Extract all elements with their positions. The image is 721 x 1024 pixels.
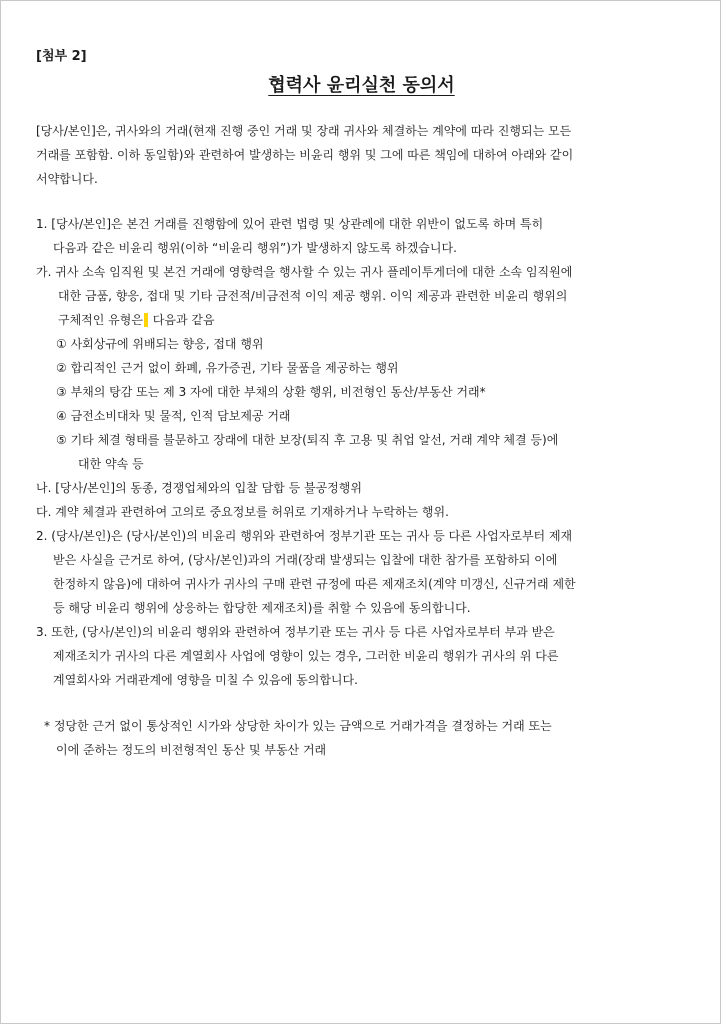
- subitem-1: ① 사회상규에 위배되는 향응, 접대 행위: [56, 337, 264, 351]
- clause3-line: 계열회사와 거래관계에 영향을 미칠 수 있음에 동의합니다.: [53, 673, 358, 687]
- subitem-5: ⑤ 기타 체결 형태를 불문하고 장래에 대한 보장(퇴직 후 고용 및 취업 알선, 거래 계약 체결 등)에: [56, 433, 559, 447]
- clause1-line: 1. [당사/본인]은 본건 거래를 진행함에 있어 관련 법령 및 상관례에 대한 위반이 없도록 하며 특히: [36, 217, 544, 231]
- title-text: 협력사 윤리실천 동의서: [268, 75, 455, 96]
- item-ga-line: 가. 귀사 소속 임직원 및 본건 거래에 영향력을 행사할 수 있는 귀사 플레이투게더에 대한 소속 임직원에: [36, 265, 573, 279]
- item-ga-line: [58, 312, 215, 328]
- intro-line: [당사/본인]은, 귀사와의 거래(현재 진행 중인 거래 및 장래 귀사와 체결하는 계약에 따라 진행되는 모든: [36, 124, 572, 138]
- clause3-line: 제재조치가 귀사의 다른 계열회사 사업에 영향이 있는 경우, 그러한 비윤리 행위가 귀사의 위 다른: [53, 649, 559, 663]
- clause2-line: 2. (당사/본인)은 (당사/본인)의 비윤리 행위와 관련하여 정부기관 또는 귀사 등 다른 사업자로부터 제재: [36, 529, 573, 543]
- item-ga-text-before: 구체적인 유형은: [58, 313, 143, 327]
- document-title: [1, 71, 721, 97]
- text-cursor-highlight: [144, 313, 148, 327]
- item-ga-line: 대한 금품, 향응, 접대 및 기타 금전적/비금전적 이익 제공 행위. 이익 제공과 관련한 비윤리 행위의: [58, 289, 568, 303]
- footnote-line: * 정당한 근거 없이 통상적인 시가와 상당한 차이가 있는 금액으로 거래가격을 결정하는 거래 또는: [44, 719, 552, 733]
- item-ga-text-after: 다음과 같음: [148, 313, 215, 327]
- subitem-3: ③ 부채의 탕감 또는 제 3 자에 대한 부채의 상환 행위, 비전형인 동산/부동산 거래*: [56, 385, 486, 399]
- clause2-line: 등 해당 비윤리 행위에 상응하는 합당한 제재조치)를 취할 수 있음에 동의합니다.: [53, 601, 471, 615]
- subitem-5-cont: 대한 약속 등: [78, 457, 144, 471]
- item-na: 나. [당사/본인]의 동종, 경쟁업체와의 입찰 담합 등 불공정행위: [36, 481, 362, 495]
- clause2-line: 한정하지 않음)에 대하여 귀사가 귀사의 구매 관련 규정에 따른 제재조치(계약 미갱신, 신규거래 제한: [53, 577, 576, 591]
- clause2-line: 받은 사실을 근거로 하여, (당사/본인)과의 거래(장래 발생되는 입찰에 대한 참가를 포함하되 이에: [53, 553, 558, 567]
- item-da: 다. 계약 체결과 관련하여 고의로 중요정보를 허위로 기재하거나 누락하는 행위.: [36, 505, 449, 519]
- clause3-line: 3. 또한, (당사/본인)의 비윤리 행위와 관련하여 정부기관 또는 귀사 등 다른 사업자로부터 부과 받은: [36, 625, 555, 639]
- footnote-line: 이에 준하는 정도의 비전형적인 동산 및 부동산 거래: [56, 743, 327, 757]
- attachment-label: [첨부 2]: [36, 49, 87, 64]
- subitem-2: ② 합리적인 근거 없이 화폐, 유가증권, 기타 물품을 제공하는 행위: [56, 361, 399, 375]
- clause1-line: 다음과 같은 비윤리 행위(이하 “비윤리 행위”)가 발생하지 않도록 하겠습니다.: [53, 241, 457, 255]
- subitem-4: ④ 금전소비대차 및 물적, 인적 담보제공 거래: [56, 409, 291, 423]
- intro-line: 거래를 포함함. 이하 동일함)와 관련하여 발생하는 비윤리 행위 및 그에 따른 책임에 대하여 아래와 같이: [36, 148, 574, 162]
- intro-line: 서약합니다.: [36, 172, 98, 186]
